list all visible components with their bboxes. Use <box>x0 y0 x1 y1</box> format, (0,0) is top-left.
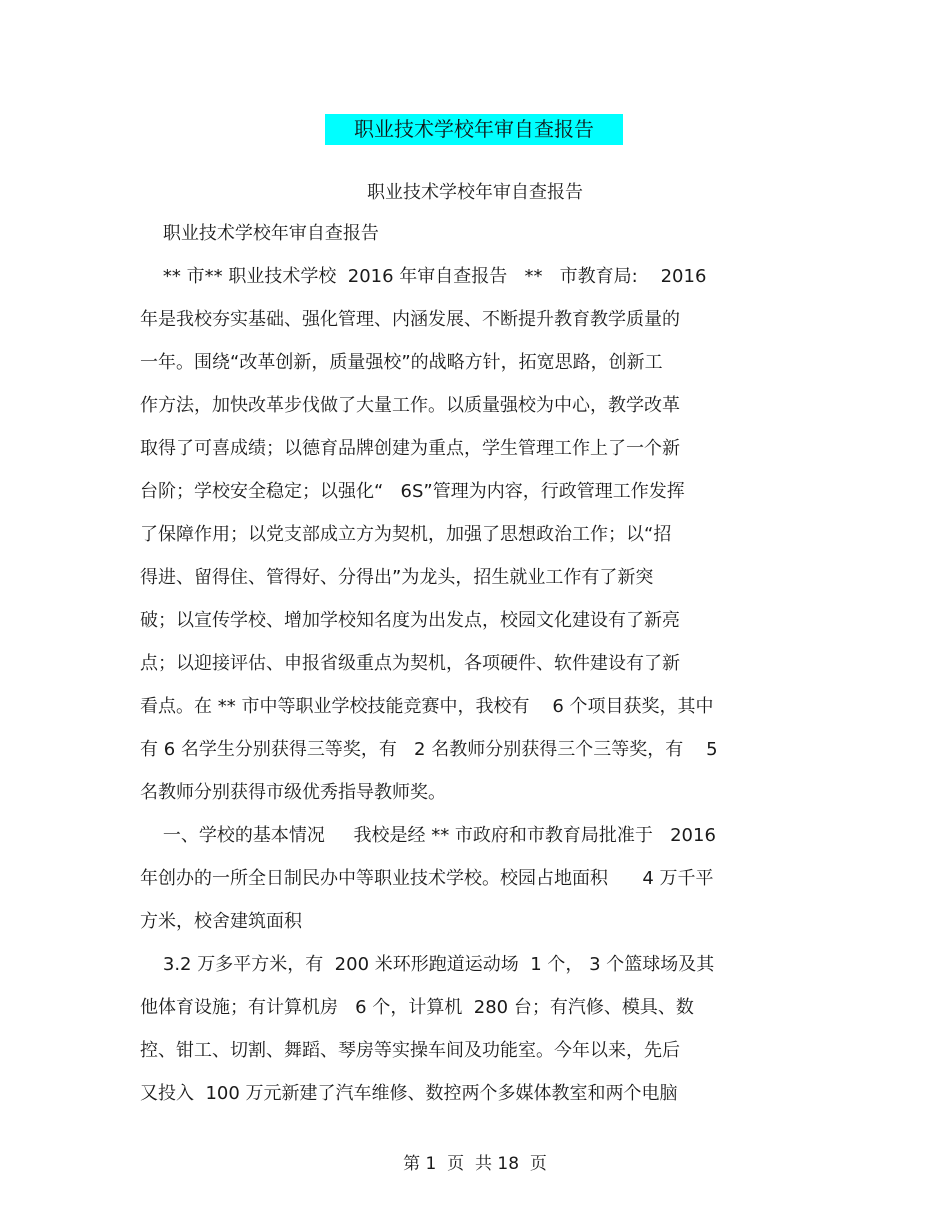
body-line: 台阶；学校安全稳定；以强化“ 6S”管理为内容，行政管理工作发挥 <box>140 481 685 502</box>
body-line: 取得了可喜成绩；以德育品牌创建为重点，学生管理工作上了一个新 <box>140 438 680 459</box>
document-subtitle: 职业技术学校年审自查报告 <box>367 182 583 203</box>
body-line: 作方法，加快改革步伐做了大量工作。以质量强校为中心，教学改革 <box>140 395 680 416</box>
body-line: 名教师分别获得市级优秀指导教师奖。 <box>140 782 446 803</box>
page-footer: 第 1 页 共 18 页 <box>403 1154 547 1174</box>
body-line: ** 市** 职业技术学校 2016 年审自查报告 ** 市教育局: 2016 <box>140 266 707 287</box>
body-line: 了保障作用；以党支部成立方为契机，加强了思想政治工作；以“招 <box>140 524 672 545</box>
body-line: 职业技术学校年审自查报告 <box>140 223 379 244</box>
body-line: 控、钳工、切割、舞蹈、琴房等实操车间及功能室。今年以来，先后 <box>140 1040 680 1061</box>
body-line: 得进、留得住、管得好、分得出”为龙头，招生就业工作有了新突 <box>140 567 654 588</box>
body-line: 方米，校舍建筑面积 <box>140 911 302 932</box>
document-title: 职业技术学校年审自查报告 <box>325 114 623 145</box>
body-line: 一、学校的基本情况 我校是经 ** 市政府和市教育局批准于 2016 <box>140 825 716 846</box>
body-line: 有 6 名学生分别获得三等奖，有 2 名教师分别获得三个三等奖，有 5 <box>140 739 718 760</box>
body-line: 年创办的一所全日制民办中等职业技术学校。校园占地面积 4 万千平 <box>140 868 714 889</box>
body-line: 点；以迎接评估、申报省级重点为契机，各项硬件、软件建设有了新 <box>140 653 680 674</box>
body-line: 3.2 万多平方米，有 200 米环形跑道运动场 1 个， 3 个篮球场及其 <box>140 954 715 975</box>
body-line: 年是我校夯实基础、强化管理、内涵发展、不断提升教育教学质量的 <box>140 309 680 330</box>
body-line: 破；以宣传学校、增加学校知名度为出发点，校园文化建设有了新亮 <box>140 610 680 631</box>
body-line: 又投入 100 万元新建了汽车维修、数控两个多媒体教室和两个电脑 <box>140 1083 678 1104</box>
body-line: 他体育设施；有计算机房 6 个，计算机 280 台；有汽修、模具、数 <box>140 997 694 1018</box>
body-line: 看点。在 ** 市中等职业学校技能竞赛中，我校有 6 个项目获奖，其中 <box>140 696 714 717</box>
body-line: 一年。围绕“改革创新，质量强校”的战略方针，拓宽思路，创新工 <box>140 352 663 373</box>
